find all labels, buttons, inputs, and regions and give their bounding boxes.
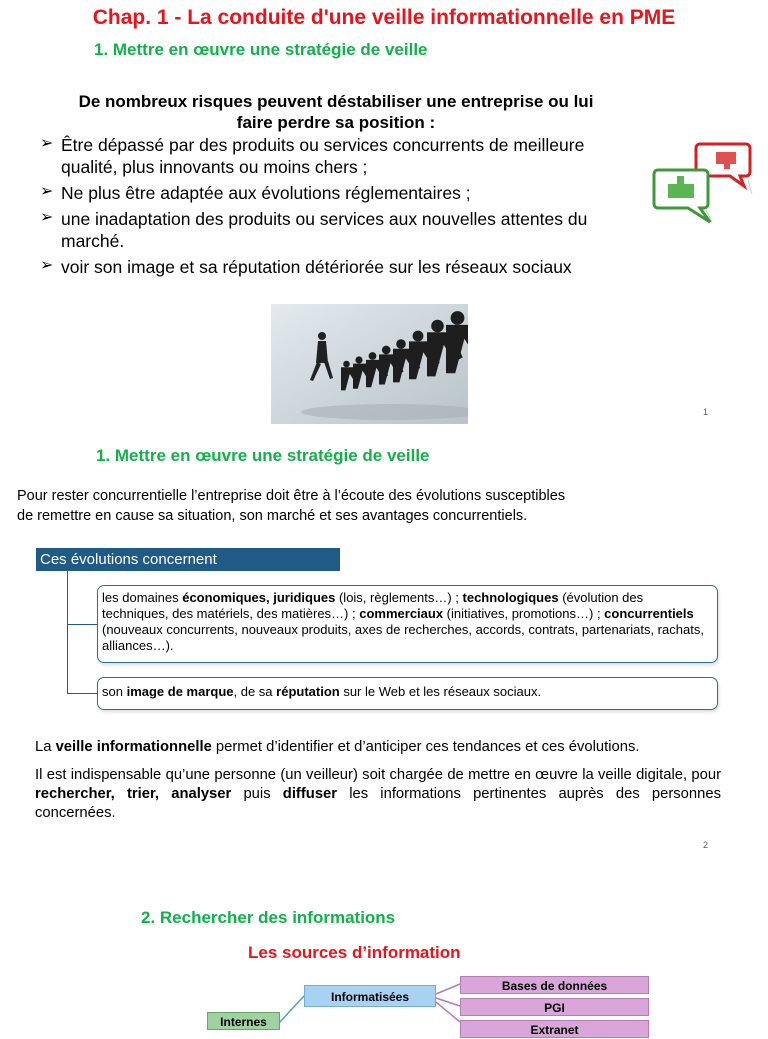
intro-paragraph bbox=[17, 486, 737, 526]
risks-list bbox=[40, 134, 640, 282]
text-run: permet d’identifier et d’anticiper ces tendances et ces évolutions. bbox=[211, 739, 640, 755]
sources-subheading: Les sources d’information bbox=[248, 943, 461, 962]
evolutions-image-box bbox=[97, 677, 718, 710]
intro-line: de remettre en cause sa situation, son marché et ses avantages concurrentiels. bbox=[17, 508, 528, 524]
arrow-bullet-icon: ➢ bbox=[40, 135, 54, 152]
text-run: sur le Web et les réseaux sociaux. bbox=[339, 684, 542, 699]
diagram-node-internes: Internes bbox=[207, 1012, 280, 1030]
diagram-leaf-extranet: Extranet bbox=[460, 1020, 649, 1038]
text-run: (nouveaux concurrents, nouveaux produits, axes de recherches, accords, contrats, partenariats, rachats, alliances…). bbox=[102, 622, 704, 653]
text-run: , de sa bbox=[233, 684, 277, 699]
diagram-leaf-pgi: PGI bbox=[460, 998, 649, 1016]
tree-connector-branch bbox=[67, 693, 98, 694]
text-run: La bbox=[35, 739, 56, 755]
text-run: (lois, règlements…) ; bbox=[335, 590, 463, 605]
text-run: (évolution des techniques, des matériels, des matières…) ; bbox=[102, 590, 644, 621]
text-run: puis bbox=[231, 786, 283, 802]
businessmen-race-image bbox=[271, 304, 468, 424]
tree-connector-vertical bbox=[67, 571, 68, 694]
text-run: son bbox=[102, 684, 127, 699]
bold-run: veille informationnelle bbox=[55, 739, 212, 755]
arrow-bullet-icon: ➢ bbox=[40, 183, 54, 200]
risk-text: voir son image et sa réputation détériorée sur les réseaux sociaux bbox=[61, 257, 572, 277]
section-heading-strategy: 1. Mettre en œuvre une stratégie de veille bbox=[96, 446, 430, 465]
risk-item bbox=[40, 182, 640, 204]
text-run: (initiatives, promotions…) ; bbox=[443, 606, 605, 621]
page-title: Chap. 1 - La conduite d'une veille informationnelle en PME bbox=[92, 6, 676, 29]
risks-heading bbox=[30, 91, 642, 133]
text-run: les informations pertinentes auprès des personnes concernées. bbox=[35, 786, 722, 821]
bold-run: réputation bbox=[276, 684, 340, 699]
diagram-node-informatisees: Informatisées bbox=[304, 985, 436, 1007]
risk-item bbox=[40, 134, 640, 178]
risk-item bbox=[40, 208, 640, 252]
arrow-bullet-icon: ➢ bbox=[40, 257, 54, 274]
feedback-bubbles-icon bbox=[650, 140, 758, 226]
text-run: Il est indispensable qu’une personne (un veilleur) soit chargée de mettre en œuvre la veille digitale, pour bbox=[35, 767, 721, 783]
section-heading-strategy: 1. Mettre en œuvre une stratégie de veille bbox=[94, 40, 428, 59]
bold-run: diffuser bbox=[282, 786, 338, 802]
veille-paragraph bbox=[35, 737, 735, 757]
diagram-leaf-bases-de-donnees: Bases de données bbox=[460, 976, 649, 994]
bold-run: rechercher, trier, analyser bbox=[35, 786, 232, 802]
risk-text: Être dépassé par des produits ou services concurrents de meilleure qualité, plus innovants ou moins chers ; bbox=[61, 135, 585, 177]
risks-heading-line2: faire perdre sa position : bbox=[236, 113, 436, 132]
evolutions-header: Ces évolutions concernent bbox=[36, 548, 340, 571]
bold-run: concurrentiels bbox=[604, 606, 694, 621]
veilleur-paragraph bbox=[35, 766, 721, 823]
bold-run: économiques, juridiques bbox=[182, 590, 336, 605]
risk-text: une inadaptation des produits ou services aux nouvelles attentes du marché. bbox=[61, 209, 588, 251]
bold-run: technologiques bbox=[462, 590, 559, 605]
section-heading-research: 2. Rechercher des informations bbox=[141, 908, 396, 927]
risks-heading-line1: De nombreux risques peuvent déstabiliser une entreprise ou lui bbox=[78, 92, 594, 111]
text-run: les domaines bbox=[102, 590, 183, 605]
page-number: 1 bbox=[703, 407, 709, 417]
arrow-bullet-icon: ➢ bbox=[40, 209, 54, 226]
tree-connector-branch bbox=[67, 624, 98, 625]
risk-text: Ne plus être adaptée aux évolutions réglementaires ; bbox=[61, 183, 471, 203]
bold-run: commerciaux bbox=[359, 606, 444, 621]
page-number: 2 bbox=[703, 840, 709, 850]
intro-line: Pour rester concurrentielle l’entreprise doit être à l’écoute des évolutions susceptibles bbox=[17, 488, 566, 504]
evolutions-domains-box bbox=[97, 585, 718, 663]
risk-item bbox=[40, 256, 640, 278]
bold-run: image de marque bbox=[126, 684, 234, 699]
